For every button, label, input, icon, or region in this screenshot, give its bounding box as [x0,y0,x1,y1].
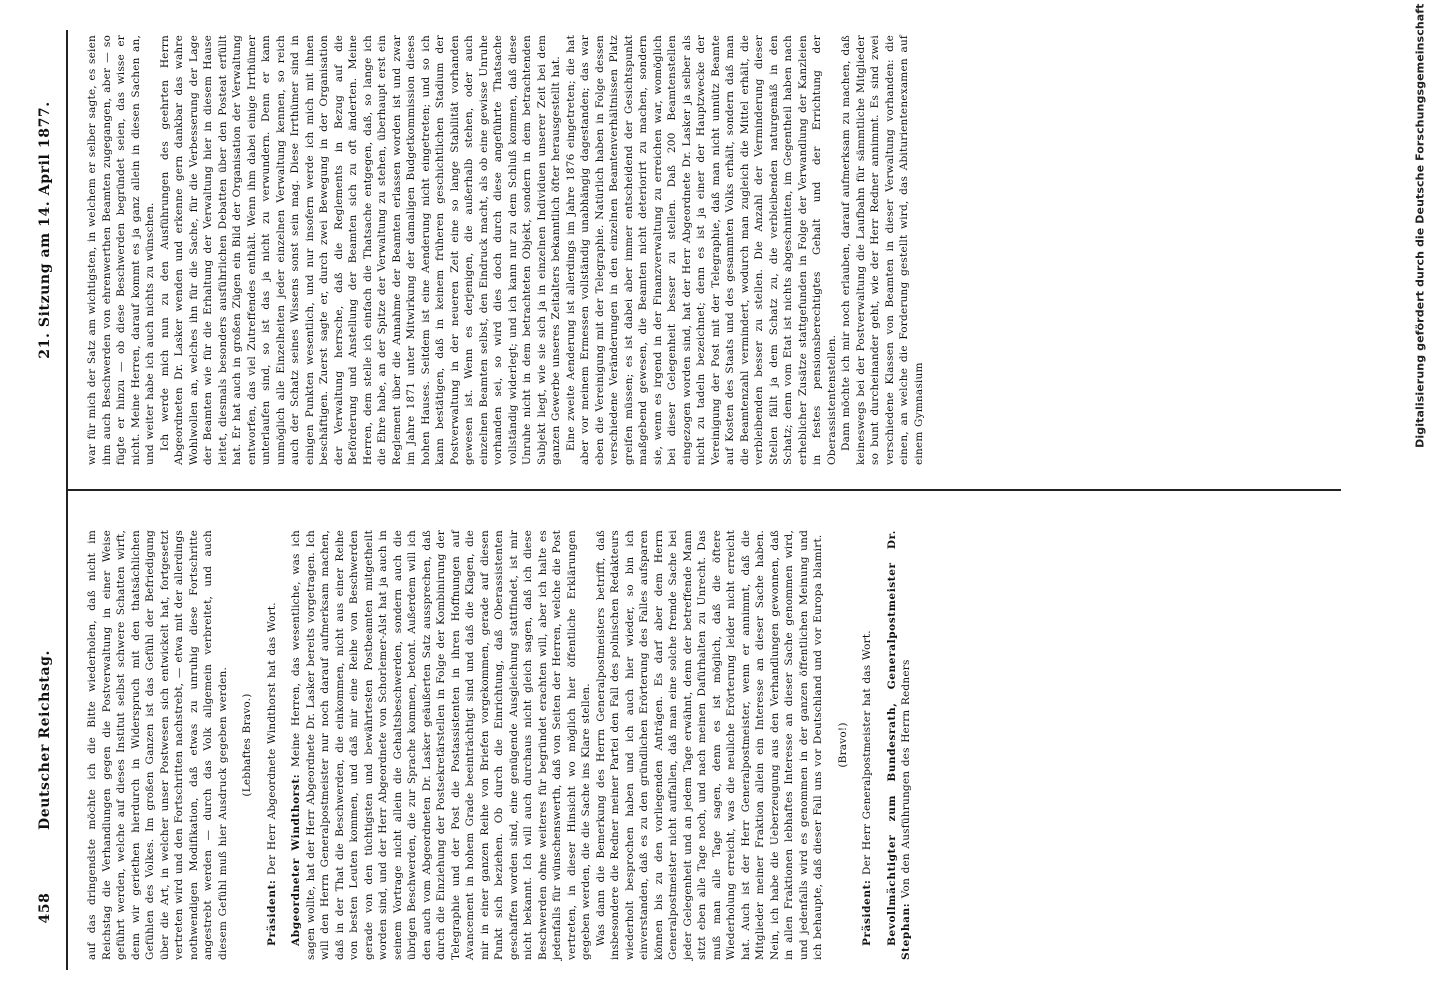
speaker-paragraph: Präsident: Der Herr Generalpostmeister hat das Wort. [861,630,873,946]
paragraph: auf das dringendste möchte ich die Bitte wiederholen, daß nicht im Reichstag die Verhandlungen gegen die Postverwaltung in einer Weise geführt werden, welche auf dieses Institut selbst schwere Schatten wirft, denn wir geriethen hierdurch in Widerspruch mit den thatsächlichen Gefühlen des Volkes. Im großen Ganzen ist das Gefühl der Befriedigung über die Art, in welcher unser Postwesen sich entwickelt hat, fortgesetzt vertreten wird und den Fortschritten nachstrebt, — etwa mit der allerdings nothwendigen Modifikation, daß etwas zu unruhig diese Fortschritte angestrebt werden — durch das Volk allgemein verbreitet, und auch diesem Gefühl muß hier Ausdruck gegeben werden. [86,530,229,960]
digitization-watermark [1414,0,1427,448]
header-rule [66,30,68,970]
paragraph: Ich werde mich nun zu den Ausführungen des geehrten Herrn Abgeordneten Dr. Lasker wenden und erkenne gern dankbar das wahre Wohlwollen an, welches ihn für die Sache, für die Verbesserung der Lage der Beamten wie für die Erhaltung der Verwaltung hier in diesem Hause leitet, diesmals besonders ausführlichen Debatten über den Posteat erfüllt hat. Er hat auch in großen Zügen ein Bild der Organisation der Verwaltung entworfen, das viel Zutreffendes enthält. Wenn ihm dabei einige Irrthümer unterlaufen sind, so ist das ja nicht zu verwundern. Denn er kann unmöglich alle Einzelheiten jeder einzelnen Verwaltung kennen, so reich auch der Schatz seines Wissens sonst sein mag. Diese Irrthümer sind in einigen Punkten wesentlich, und nur insofern werde ich mich mit ihnen beschäftigen. Zuerst sagte er, durch zwei Bewegung in der Organisation der Verwaltung herrsche, daß die Reglements in Bezug auf die Beförderung und Anstellung der Beamten sich zu oft änderten. Meine Herren, dem stelle ich einfach die Thatsache entgegen, daß, so lange ich die Ehre habe, an der Spitze der Verwaltung zu stehen, überhaupt erst ein Reglement über die Annahme der Beamten erlassen worden ist und zwar im Jahre 1871 unter Mitwirkung der damaligen Budgetkommission dieses hohen Hauses. Seitdem ist eine Aenderung nicht eingetreten; und so ich kann bestätigen, daß in keinem früheren geschichtlichen Stadium der Postverwaltung in der neueren Zeit eine so lange Stabilität vorhanden gewesen ist. Wenn es derjenigen, die außerhalb stehen, oder auch einzelnen Beamten selbst, den Eindruck macht, als ob eine gewisse Unruhe vorhanden sei, so wird dies doch durch diese angeführte Thatsache vollständig widerlegt; und ich kann nur zu dem Schluß kommen, daß diese Unruhe nicht in dem betrachteten Objekt, sondern in dem betrachtenden Subjekt liegt, wie sie sich ja in einzelnen Individuen unserer Zeit bei dem ganzen Gewerbe unseres Zeitalters bekanntlich öfter herausgestellt hat. [158,35,562,465]
speaker-name: Präsident: [265,879,278,946]
publication-title: Deutscher Reichstag. [37,649,53,831]
column-divider [66,489,1341,491]
speaker-paragraph: Bevollmächtigter zum Bundesrath, Generalpostmeister Dr. Stephan: Von den Ausführungen des Herrn Redners [885,530,912,960]
applause-note: (Lebhaftes Bravo.) [241,693,253,797]
paragraph: Dann möchte ich mir noch erlauben, darauf aufmerksam zu machen, daß keineswegs bei der Postverwaltung die Laufbahn für sämmtliche Mitglieder so bunt durcheinander geht, wie der Herr Redner annimmt. Es sind zwei verschiedene Klassen von Beamten in dieser Verwaltung vorhanden: die einen, an welche die Forderung gestellt wird, das Abiturientenexamen auf einem Gymnasium [840,35,925,465]
paragraph: Eine zweite Aenderung ist allerdings im Jahre 1876 eingetreten; die hat aber vor meinem Ermessen vollständig unabhängig dagestanden; das war eben die Vereinigung mit der Telegraphie. Natürlich haben in Folge dessen verschiedene Veränderungen in den einzelnen Beamtenverhältnissen Platz greifen müssen; es ist dabei aber immer entscheidend der Gesichtspunkt maßgebend gewesen, die Beamten nicht deteriorirt zu machen, sondern sie, wenn es irgend in der Finanzverwaltung zu erreichen war, womöglich bei dieser Gelegenheit besser zu stellen. Daß 200 Beamtenstellen eingezogen worden sind, hat der Herr Abgeordnete Dr. Lasker ja selber als nicht zu tadeln bezeichnet; denn es ist ja einer der Hauptzwecke der Vereinigung der Post mit der Telegraphie, daß man nicht unnütz Beamte auf Kosten des Staats und des gesammten Volks erhält, sondern daß man die Beamtenzahl vermindert, wodurch man zugleich die Mittel erhält, die verbleibenden besser zu stellen. Die Anzahl der Verminderung dieser Stellen fällt ja dem Schatz zu, die verbleibenden naturgemäß in den Schatz; denn vom Etat ist nichts abgeschnitten, im Gegentheil haben nach erheblicher Zusätze stattgefunden in Folge der Verwandlung der Kanzleien in festes pensionsberechtigtes Gehalt und der Errichtung der Oberassistentenstellen. [564,35,838,465]
speaker-name: Bevollmächtigter zum Bundesrath, Generalpostmeister Dr. Stephan: [885,530,912,960]
paragraph: Was dann die Bemerkung des Herrn Generalpostmeisters betrifft, daß insbesondere die Redner meiner Partei den Fall des polnischen Redakteurs wiederholt besprochen haben und ich auch hier wieder, so bin ich einverstanden, daß es zu den gründlichen Erörterung des Falles aufsparen können bis zu den vorliegenden Anträgen. Es darf aber dem Herrn Generalpostmeister nicht auffallen, daß man eine solche fremde Sache bei jeder Gelegenheit und an jedem Tage erwähnt, denn der betreffende Mann sitzt eben alle Tage noch, und nach meinen Dafürhalten zu Unrecht. Das muß man alle Tage sagen, denn es ist möglich, daß die öftere Wiederholung erreicht, was die neuliche Erörterung leider nicht erreicht hat. Auch ist der Herr Generalpostmeister, wenn er annimmt, daß die Mitglieder meiner Fraktion allein ein Interesse an dieser Sache haben. Nein, ich habe die Ueberzeugung aus den Verhandlungen gewonnen, daß in allen Fraktionen lebhaftes Interesse an dieser Sache genommen wird, und jedenfalls wird es genommen in der ganzen öffentlichen Meinung und ich behaupte, daß dieser Fall uns vor Deutschland und vor Europa blamirt. [594,530,824,960]
right-column [85,35,1315,465]
speaker-paragraph: Präsident: Der Herr Abgeordnete Windthorst hat das Wort. [265,602,278,946]
applause-note: (Bravo!) [836,722,849,768]
paragraph: war für mich der Satz am wichtigsten, in welchem er selber sagte, es seien ihm auch Beschwerden von ehrenwerthen Beamten zugegangen, aber — so fügte er hinzu — ob diese Beschwerden begründet seien, das wisse er nicht. Meine Herren, darauf kommt es ja ganz allein in diesen Sachen an, und weiter habe ich auch nichts zu wünschen. [86,35,156,465]
watermark-text: Digitalisierung gefördert durch die Deutsche Forschungsgemeinschaft [1413,3,1427,448]
speaker-name: Abgeordneter Windthorst: [290,773,302,946]
page-number: 458 [37,892,53,924]
left-column [85,530,1315,960]
speaker-name: Präsident: [861,879,873,946]
session-title: 21. Sitzung am 14. April 1877. [37,101,53,359]
speaker-paragraph: Abgeordneter Windthorst: Meine Herren, das wesentliche, was ich sagen wollte, hat der Herr Abgeordnete Dr. Lasker bereits vorgetragen. Ich will den Herrn Generalpostmeister nur noch darauf aufmerksam machen, daß in der That die Beschwerden, die einkommen, nicht aus einer Reihe von besten Leuten kommen, und daß mir eine Reihe von Beschwerden gerade von den tüchtigsten und bewährtesten Postbeamten mitgetheilt worden sind, und der Herr Abgeordnete von Schorlemer-Alst hat ja auch in seinem Vortrage nicht allein die Gehaltsbeschwerden, sondern auch die übrigen Beschwerden, die zur Sprache kommen, betont. Außerdem will ich den auch vom Abgeordneten Dr. Lasker geäußerten Satz aussprechen, daß durch die Einziehung der Postsekretärstellen in Folge der Kombinirung der Telegraphie und der Post die Postassistenten in ihren Hoffnungen auf Avancement in hohem Grade beeinträchtigt sind und daß die Klagen, die mir in einer ganzen Reihe von Briefen vorgekommen, gerade auf diesen Punkt sich beziehen. Ob durch die Einrichtung, daß Oberassistenten geschaffen worden sind, eine genügende Ausgleichung stattfindet, ist mir nicht bekannt. Ich will auch durchaus nicht gleich sagen, daß ich diese Beschwerden ohne weiteres für begründet erachten will, aber ich halte es jedenfalls für wünschenswerth, daß von Seiten der Herren, welche die Post vertreten, in dieser Hinsicht wo möglich hier öffentliche Erklärungen gegeben werden, die die Sache ins Klare stellen. [290,530,592,960]
